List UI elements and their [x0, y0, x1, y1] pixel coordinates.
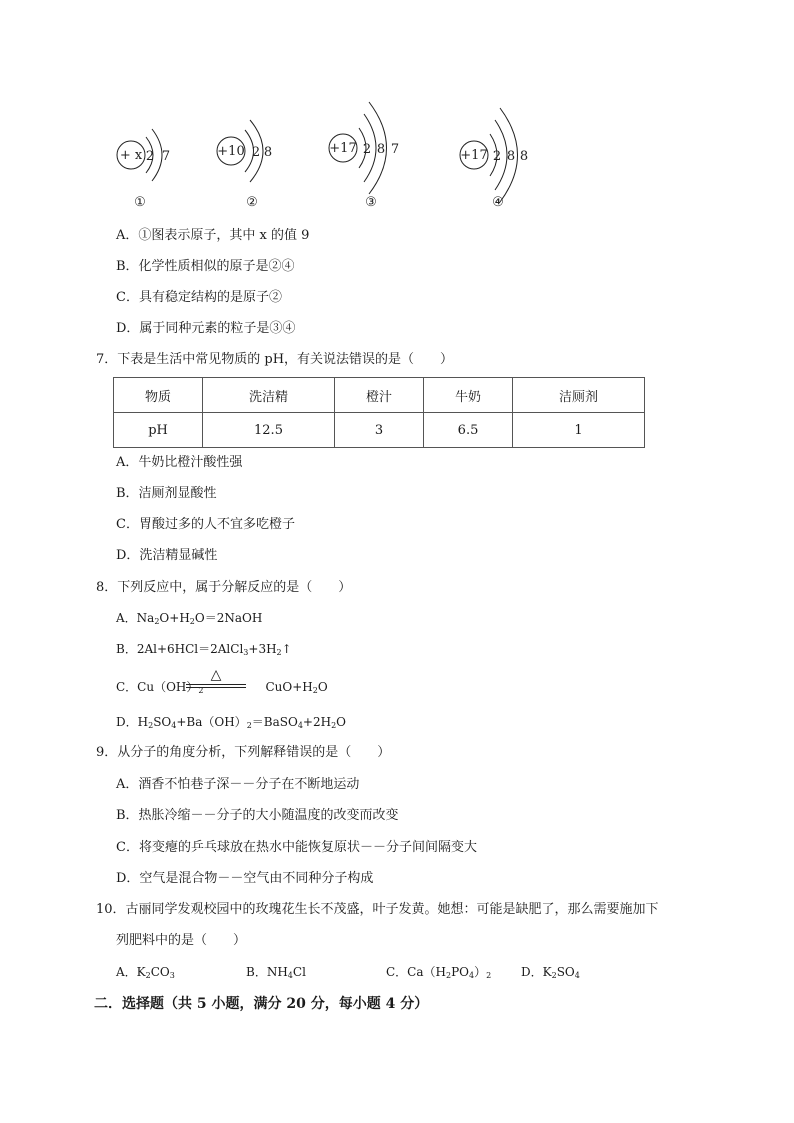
formula-text: ）: [474, 965, 487, 979]
formula-text: O: [336, 715, 347, 729]
formula-text: Cl: [292, 965, 306, 979]
subscript: 4: [574, 971, 580, 980]
formula-text: D．K: [521, 965, 552, 979]
formula-text: ＝BaSO: [251, 715, 298, 729]
subscript: 2: [312, 686, 318, 695]
q10-option-c: [386, 966, 491, 980]
electron-shell-2: 7: [161, 149, 171, 164]
table-cell: 12.5: [203, 413, 335, 448]
formula-text: O+H: [159, 611, 190, 625]
formula-text: +Ba（OH）: [176, 715, 247, 729]
q7-option-b: B．洁厕剂显酸性: [116, 486, 217, 501]
q7-option-c: C．胃酸过多的人不宜多吃橙子: [116, 517, 295, 532]
q10-stem-line2: 列肥料中的是（ ）: [116, 933, 247, 948]
subscript: 2: [189, 617, 195, 626]
formula-text: SO: [153, 715, 172, 729]
diagram-label: ①: [134, 195, 146, 210]
formula-text: O＝2NaOH: [194, 611, 263, 625]
q8-option-b: [116, 643, 292, 657]
q9-option-d: D．空气是混合物－－空气由不同种分子构成: [116, 871, 374, 886]
table-cell: 3: [334, 413, 423, 448]
table-cell: 6.5: [424, 413, 513, 448]
table-cell: 物质: [114, 378, 203, 413]
q7-option-d: D．洗洁精显碱性: [116, 548, 218, 563]
q10-option-b: [246, 966, 306, 980]
formula-text: A．K: [116, 965, 146, 979]
q9-option-b: B．热胀冷缩－－分子的大小随温度的改变而改变: [116, 808, 399, 823]
formula-text: PO: [451, 965, 469, 979]
subscript: 2: [486, 971, 492, 980]
section-heading: 二．选择题（共 5 小题，满分 20 分，每小题 4 分）: [94, 996, 429, 1012]
formula-text: +3H: [248, 642, 277, 656]
formula-text: A．Na: [116, 611, 155, 625]
subscript: 2: [145, 971, 151, 980]
electron-shell-1: 2: [145, 149, 155, 164]
subscript: 4: [287, 971, 293, 980]
table-header-row: [114, 378, 645, 413]
nucleus-label: +17: [460, 148, 488, 163]
formula-text: CuO+H: [265, 680, 313, 694]
table-cell: 橙汁: [334, 378, 423, 413]
q7-option-a: A．牛奶比橙汁酸性强: [116, 455, 243, 470]
subscript: 2: [246, 721, 252, 730]
electron-shell-2: 8: [506, 149, 516, 164]
equals-bar: [186, 684, 246, 688]
electron-shell-2: 8: [263, 145, 273, 160]
table-cell: 洁厕剂: [513, 378, 645, 413]
subscript: 2: [445, 971, 452, 980]
subscript: 2: [198, 686, 204, 695]
atom-diagram-2: [217, 120, 272, 210]
q9-stem: 9．从分子的角度分析，下列解释错误的是（ ）: [96, 745, 391, 760]
q8-option-a: [116, 612, 262, 626]
atom-diagram-3: [329, 102, 399, 210]
formula-text: B．NH: [246, 965, 288, 979]
electron-shell-2: 8: [376, 142, 386, 157]
subscript: 2: [148, 721, 154, 730]
nucleus-label: +17: [329, 141, 357, 156]
formula-text: ↑: [281, 642, 292, 656]
atom-diagram-1: [117, 129, 170, 210]
q6-option-a: A．①图表示原子，其中 x 的值 9: [116, 228, 310, 243]
formula-text: D．H: [116, 715, 149, 729]
atom-diagram-4: [460, 108, 528, 210]
subscript: 4: [297, 721, 303, 730]
q10-option-a: [116, 966, 175, 980]
atom-structure-diagrams: [0, 0, 794, 215]
q9-option-a: A．酒香不怕巷子深－－分子在不断地运动: [116, 777, 360, 792]
table-cell: 1: [513, 413, 645, 448]
formula-text: C．Cu（OH）: [116, 680, 199, 694]
subscript: 3: [243, 648, 249, 657]
ph-table: [113, 377, 645, 448]
q8-option-d: [116, 716, 346, 730]
diagram-label: ③: [365, 195, 377, 210]
q6-option-c: C．具有稳定结构的是原子②: [116, 290, 282, 305]
formula-text: O: [317, 680, 328, 694]
subscript: 4: [469, 971, 475, 980]
subscript: 2: [331, 721, 337, 730]
table-cell: 牛奶: [424, 378, 513, 413]
q10-option-d: [521, 966, 580, 980]
subscript: 2: [551, 971, 557, 980]
table-cell: 洗洁精: [203, 378, 335, 413]
subscript: 2: [276, 648, 282, 657]
subscript: 4: [171, 721, 177, 730]
formula-text: SO: [556, 965, 575, 979]
formula-text: B．2Al+6HCl＝2AlCl: [116, 642, 244, 656]
formula-text: C．Ca（H: [386, 965, 446, 979]
nucleus-label: +10: [217, 144, 245, 159]
q10-stem-line1: 10．古丽同学发观校园中的玫瑰花生长不茂盛，叶子发黄。她想：可能是缺肥了，那么需要施加下: [96, 902, 659, 917]
electron-shell-1: 2: [251, 145, 261, 160]
table-cell: pH: [114, 413, 203, 448]
q9-option-c: C．将变瘪的乒乓球放在热水中能恢复原状－－分子间间隔变大: [116, 840, 477, 855]
diagram-label: ④: [492, 195, 504, 210]
electron-shell-1: 2: [362, 142, 372, 157]
formula-text: +2H: [302, 715, 332, 729]
nucleus-label: + x: [119, 148, 143, 163]
q8-stem: 8．下列反应中，属于分解反应的是（ ）: [96, 580, 352, 595]
q6-option-d: D．属于同种元素的粒子是③④: [116, 321, 296, 336]
q6-option-b: B．化学性质相似的原子是②④: [116, 259, 295, 274]
diagram-label: ②: [246, 195, 258, 210]
heat-symbol: △: [210, 667, 222, 683]
electron-shell-3: 7: [390, 142, 400, 157]
table-row: [114, 413, 645, 448]
electron-shell-1: 2: [492, 149, 502, 164]
subscript: 3: [169, 971, 175, 980]
electron-shell-3: 8: [519, 149, 529, 164]
q7-stem: 7．下表是生活中常见物质的 pH，有关说法错误的是（ ）: [96, 352, 454, 367]
formula-text: CO: [150, 965, 170, 979]
subscript: 2: [154, 617, 160, 626]
